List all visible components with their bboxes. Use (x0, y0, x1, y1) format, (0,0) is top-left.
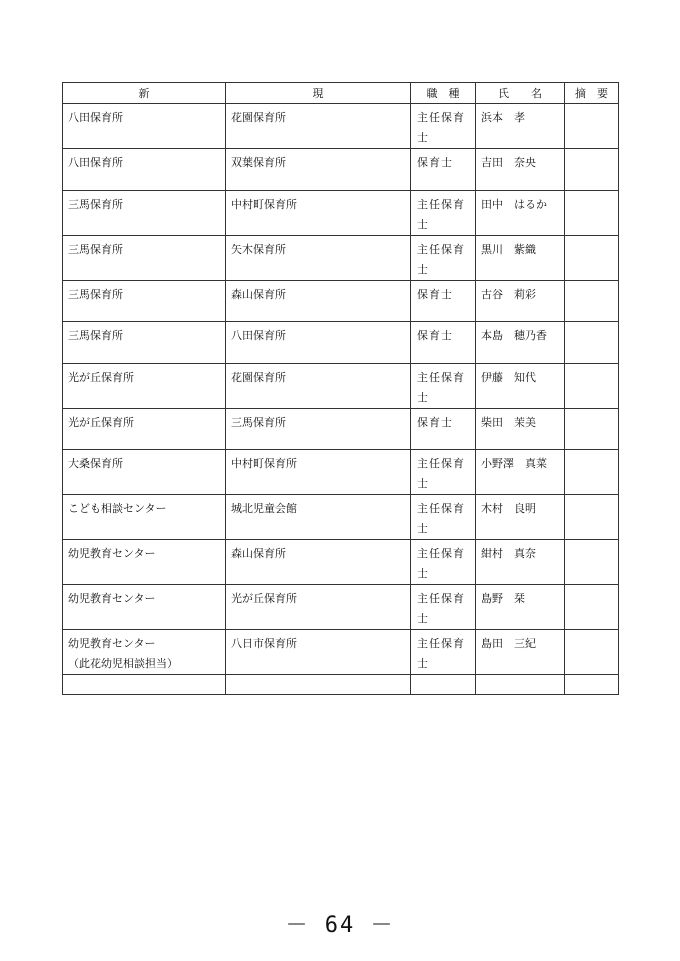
cell-name-text: 田中 はるか (481, 197, 547, 211)
cell-name (476, 149, 565, 191)
cell-new-text: 光が丘保育所 (68, 370, 134, 384)
cell-job-text: 主任保育士 (417, 637, 465, 671)
table-row (63, 235, 619, 280)
cell-name (476, 280, 565, 322)
table-row (63, 104, 619, 149)
table-row (63, 630, 619, 675)
table-row (63, 280, 619, 322)
cell-note-text (565, 540, 618, 544)
cell-current-text (226, 675, 410, 679)
cell-name (476, 495, 565, 540)
cell-job-text: 主任保育士 (417, 197, 465, 231)
table-row (63, 585, 619, 630)
cell-note (565, 363, 619, 408)
cell-note (565, 408, 619, 450)
cell-current (226, 540, 411, 585)
cell-current (226, 322, 411, 364)
cell-job-text: 主任保育士 (417, 592, 465, 626)
cell-current-text: 森山保育所 (231, 287, 286, 301)
cell-note (565, 280, 619, 322)
cell-new-text: 幼児教育センター (68, 592, 156, 606)
cell-current-text: 八田保育所 (231, 329, 286, 343)
header-job: 職 種 (411, 83, 476, 104)
table-row (63, 450, 619, 495)
cell-job-text: 主任保育士 (417, 457, 465, 491)
cell-note-text (565, 409, 618, 413)
cell-note (565, 675, 619, 695)
cell-new (63, 363, 226, 408)
table-row (63, 540, 619, 585)
cell-name-text (476, 675, 564, 679)
cell-new-text: 光が丘保育所 (68, 415, 134, 429)
cell-name-text: 柴田 茉美 (481, 415, 536, 429)
cell-name-text: 小野澤 真菜 (481, 457, 547, 471)
cell-job-text: 主任保育士 (417, 547, 465, 581)
cell-name-text: 紺村 真奈 (481, 547, 536, 561)
cell-note-text (565, 450, 618, 454)
transfer-table (62, 82, 619, 695)
cell-new (63, 322, 226, 364)
cell-job-text: 主任保育士 (417, 502, 465, 536)
cell-new-text: 幼児教育センター (68, 547, 156, 561)
cell-name (476, 585, 565, 630)
cell-current (226, 675, 411, 695)
cell-new (63, 495, 226, 540)
cell-job (411, 630, 476, 675)
cell-job (411, 495, 476, 540)
cell-job (411, 149, 476, 191)
cell-job (411, 450, 476, 495)
cell-current-text: 中村町保育所 (231, 197, 297, 211)
cell-new (63, 190, 226, 235)
cell-name-text: 木村 良明 (481, 502, 536, 516)
cell-current-text: 中村町保育所 (231, 457, 297, 471)
cell-note (565, 322, 619, 364)
cell-note-text (565, 675, 618, 679)
cell-name-text: 伊藤 知代 (481, 370, 536, 384)
cell-job (411, 675, 476, 695)
table-row (63, 495, 619, 540)
cell-current-text: 光が丘保育所 (231, 592, 297, 606)
cell-new-text: 幼児教育センター （此花幼児相談担当） (68, 637, 178, 671)
cell-current-text: 双葉保育所 (231, 156, 286, 169)
cell-new (63, 585, 226, 630)
cell-job-text: 保育士 (417, 287, 453, 301)
cell-name (476, 630, 565, 675)
cell-note-text (565, 281, 618, 285)
cell-job-text: 保育士 (417, 329, 453, 343)
cell-job-text (411, 675, 475, 679)
cell-job (411, 322, 476, 364)
cell-note (565, 149, 619, 191)
table-row (63, 675, 619, 695)
cell-name-text: 浜本 孝 (481, 111, 525, 124)
cell-name-text: 島野 栞 (481, 592, 525, 606)
cell-job (411, 408, 476, 450)
cell-current (226, 280, 411, 322)
cell-name-text: 古谷 莉彩 (481, 287, 536, 301)
cell-job (411, 235, 476, 280)
header-new: 新 (63, 83, 226, 104)
cell-job (411, 104, 476, 149)
cell-name (476, 190, 565, 235)
cell-note (565, 540, 619, 585)
cell-new-text: 三馬保育所 (68, 329, 123, 343)
cell-new (63, 675, 226, 695)
table-row (63, 322, 619, 364)
cell-current (226, 104, 411, 149)
cell-current-text: 矢木保育所 (231, 242, 286, 256)
cell-note (565, 450, 619, 495)
cell-name (476, 235, 565, 280)
cell-note (565, 630, 619, 675)
cell-name-text: 本島 穂乃香 (481, 329, 547, 343)
cell-new-text: 大桑保育所 (68, 457, 123, 471)
cell-current-text: 三馬保育所 (231, 415, 286, 429)
cell-note (565, 495, 619, 540)
cell-note (565, 235, 619, 280)
cell-current (226, 149, 411, 191)
cell-job (411, 190, 476, 235)
cell-current (226, 408, 411, 450)
cell-new (63, 235, 226, 280)
cell-current-text: 森山保育所 (231, 547, 286, 561)
cell-current (226, 450, 411, 495)
cell-job (411, 280, 476, 322)
cell-name-text: 黒川 紫織 (481, 242, 536, 256)
cell-note-text (565, 585, 618, 589)
cell-name-text: 吉田 奈央 (481, 156, 536, 169)
cell-name (476, 363, 565, 408)
header-current: 現 (226, 83, 411, 104)
cell-note (565, 585, 619, 630)
cell-note-text (565, 149, 618, 153)
cell-job (411, 585, 476, 630)
table-header-row (63, 83, 619, 104)
cell-new-text: 八田保育所 (68, 156, 123, 169)
table-row (63, 149, 619, 191)
cell-current (226, 495, 411, 540)
table-row (63, 190, 619, 235)
cell-job (411, 540, 476, 585)
cell-name (476, 322, 565, 364)
cell-job-text: 保育士 (417, 156, 453, 169)
cell-new-text (63, 675, 225, 679)
cell-new-text: こども相談センター (68, 502, 167, 516)
cell-new-text: 三馬保育所 (68, 242, 123, 256)
cell-current-text: 八日市保育所 (231, 637, 297, 651)
cell-new-text: 三馬保育所 (68, 197, 123, 211)
cell-name (476, 450, 565, 495)
cell-new (63, 280, 226, 322)
cell-note-text (565, 630, 618, 634)
page-number: － 64 － (285, 913, 395, 938)
header-note: 摘 要 (565, 83, 619, 104)
cell-new (63, 149, 226, 191)
cell-current (226, 585, 411, 630)
cell-new (63, 450, 226, 495)
cell-new (63, 630, 226, 675)
cell-current (226, 235, 411, 280)
table-row (63, 408, 619, 450)
cell-new-text: 三馬保育所 (68, 287, 123, 301)
cell-job-text: 主任保育士 (417, 370, 465, 404)
cell-note-text (565, 322, 618, 326)
cell-name-text: 島田 三紀 (481, 637, 536, 651)
cell-note-text (565, 191, 618, 195)
table-body (63, 104, 619, 695)
cell-current (226, 363, 411, 408)
cell-note-text (565, 104, 618, 108)
cell-new (63, 540, 226, 585)
header-name: 氏 名 (476, 83, 565, 104)
cell-current-text: 花園保育所 (231, 111, 286, 124)
cell-current-text: 城北児童会館 (231, 502, 297, 516)
cell-note (565, 104, 619, 149)
cell-name (476, 540, 565, 585)
cell-job-text: 主任保育士 (417, 111, 465, 144)
cell-name (476, 104, 565, 149)
cell-name (476, 408, 565, 450)
cell-current-text: 花園保育所 (231, 370, 286, 384)
cell-note-text (565, 364, 618, 368)
cell-note-text (565, 495, 618, 499)
cell-new (63, 104, 226, 149)
cell-current (226, 630, 411, 675)
cell-job-text: 主任保育士 (417, 242, 465, 276)
cell-name (476, 675, 565, 695)
table-row (63, 363, 619, 408)
cell-job-text: 保育士 (417, 415, 453, 429)
cell-note-text (565, 236, 618, 240)
cell-new-text: 八田保育所 (68, 111, 123, 124)
cell-note (565, 190, 619, 235)
cell-job (411, 363, 476, 408)
cell-new (63, 408, 226, 450)
cell-current (226, 190, 411, 235)
